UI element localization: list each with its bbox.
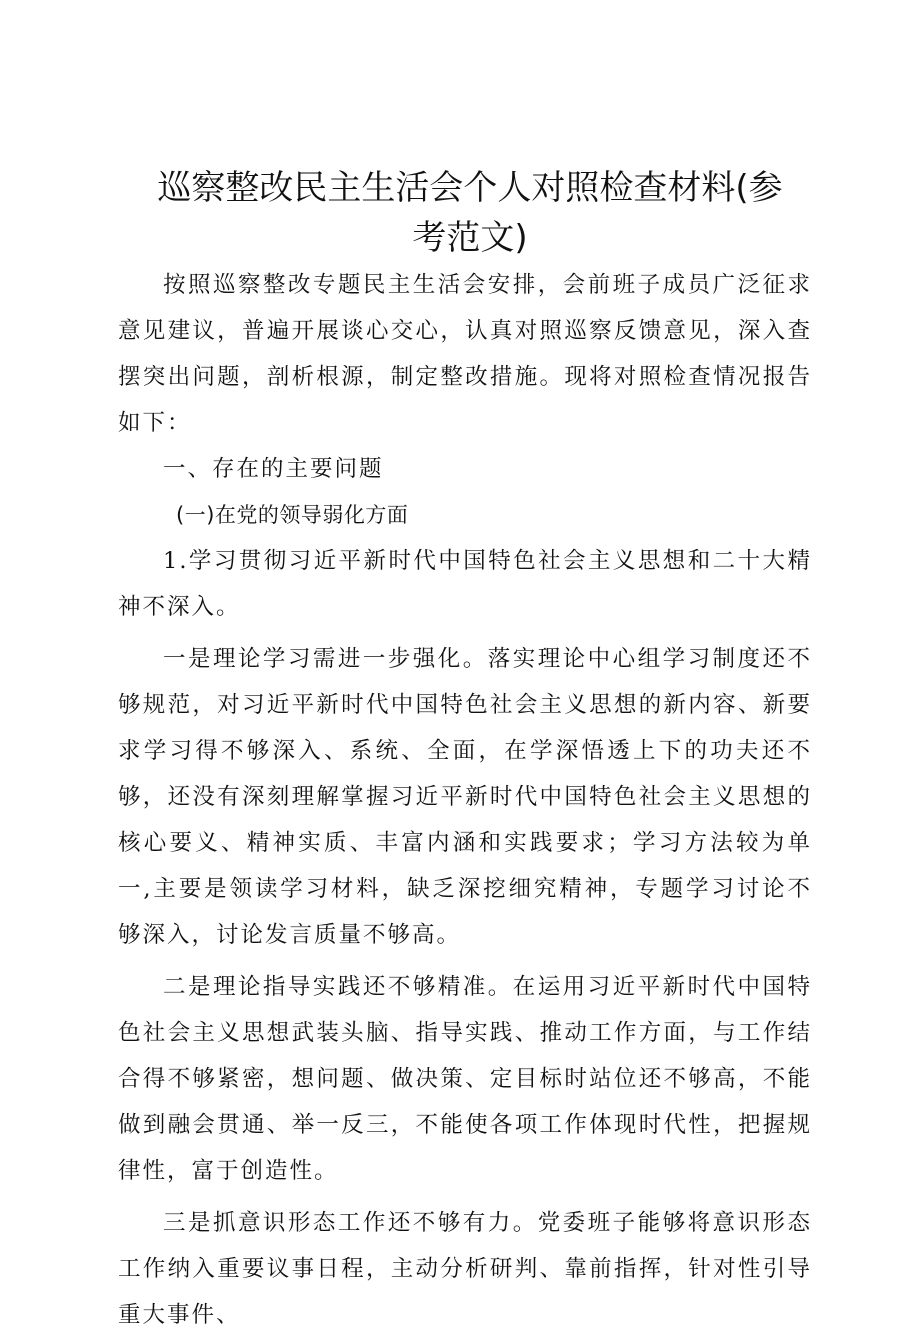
- subsection-heading: (一)在党的领导弱化方面: [176, 503, 409, 527]
- section-heading: 一、存在的主要问题: [163, 456, 384, 482]
- document-title: 巡察整改民主生活会个人对照检查材料(参考范文): [157, 168, 783, 258]
- document-body: [118, 262, 812, 1338]
- paragraph-theory-practice: 二是理论指导实践还不够精准。在运用习近平新时代中国特色社会主义思想武装头脑、指导实践、推动工作方面，与工作结合得不够紧密，想问题、做决策、定目标时站位还不够高，不能做到融会贯通、举一反三，不能使各项工作体现时代性，把握规律性，富于创造性。: [118, 974, 812, 1184]
- issue-item-1: 1.学习贯彻习近平新时代中国特色社会主义思想和二十大精神不深入。: [118, 548, 812, 620]
- intro-paragraph: 按照巡察整改专题民主生活会安排，会前班子成员广泛征求意见建议，普遍开展谈心交心，认真对照巡察反馈意见，深入查摆突出问题，剖析根源，制定整改措施。现将对照检查情况报告如下：: [118, 272, 812, 436]
- paragraph-ideology-work: 三是抓意识形态工作还不够有力。党委班子能够将意识形态工作纳入重要议事日程，主动分析研判、靠前指挥，针对性引导重大事件、: [118, 1210, 812, 1328]
- paragraph-theory-study: 一是理论学习需进一步强化。落实理论中心组学习制度还不够规范，对习近平新时代中国特色社会主义思想的新内容、新要求学习得不够深入、系统、全面，在学深悟透上下的功夫还不够，还没有深刻理解掌握习近平新时代中国特色社会主义思想的核心要义、精神实质、丰富内涵和实践要求；学习方法较为单一,主要是领读学习材料，缺乏深挖细究精神，专题学习讨论不够深入，讨论发言质量不够高。: [118, 646, 812, 948]
